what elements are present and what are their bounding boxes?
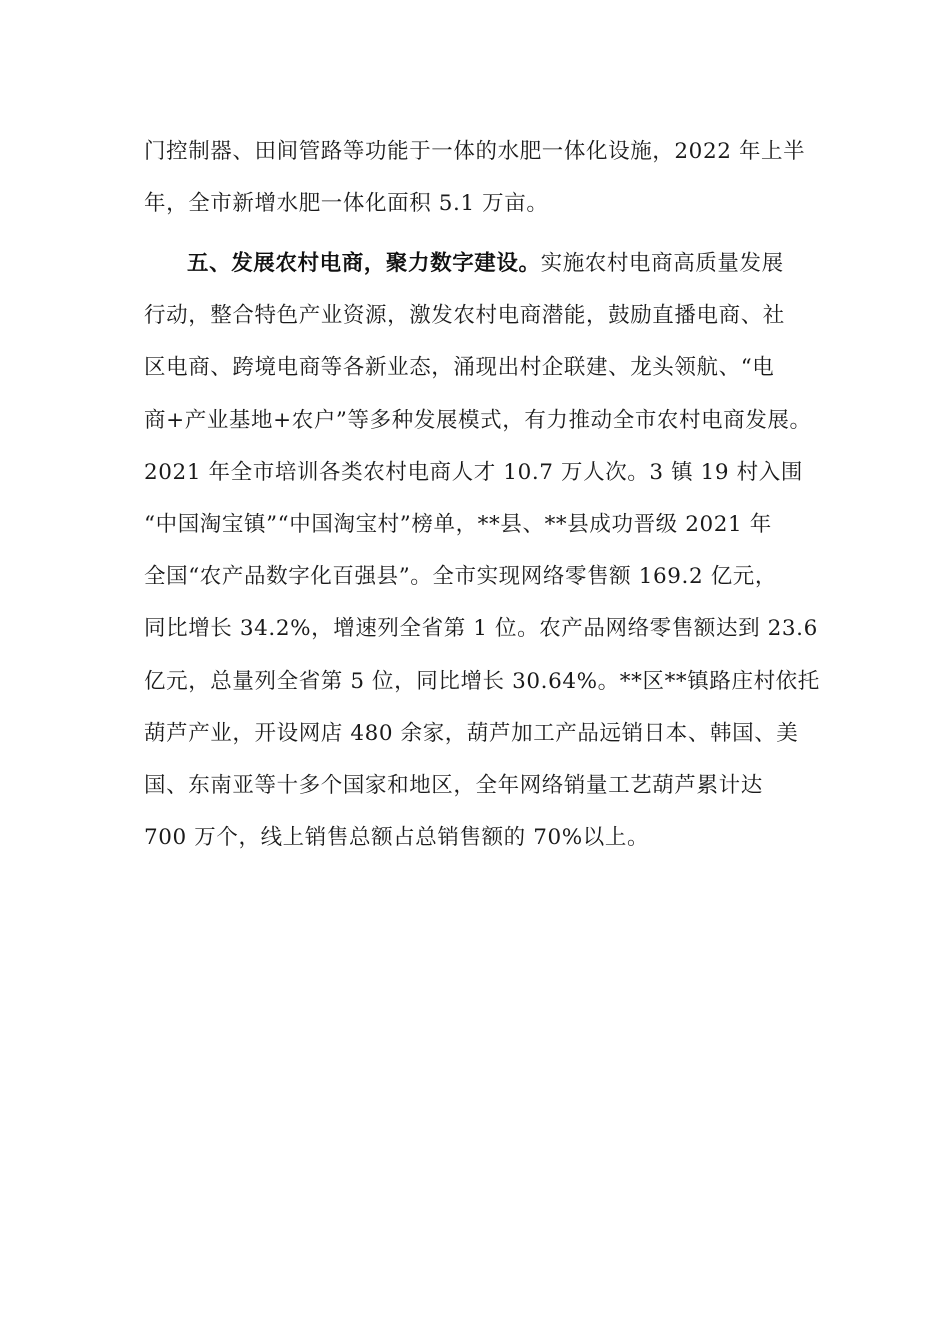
- paragraph-irrigation: [144, 126, 814, 230]
- paragraph-line: 行动，整合特色产业资源，激发农村电商潜能，鼓励直播电商、社: [144, 303, 785, 329]
- paragraph-line: 国、东南亚等十多个国家和地区，全年网络销量工艺葫芦累计达: [144, 772, 763, 798]
- paragraph-ecommerce: [144, 238, 820, 864]
- paragraph-line: 亿元，总量列全省第 5 位，同比增长 30.64%。**区**镇路庄村依托: [144, 668, 820, 694]
- paragraph-line: 门控制器、田间管路等功能于一体的水肥一体化设施，2022 年上半: [144, 139, 806, 164]
- paragraph-line: “中国淘宝镇”“中国淘宝村”榜单，**县、**县成功晋级 2021 年: [144, 511, 772, 537]
- paragraph-line: 商+产业基地+农户”等多种发展模式，有力推动全市农村电商发展。: [144, 407, 812, 433]
- paragraph-line: 全国“农产品数字化百强县”。全市实现网络零售额 169.2 亿元，: [144, 564, 778, 590]
- paragraph-line: 年，全市新增水肥一体化面积 5.1 万亩。: [144, 191, 549, 217]
- paragraph-line: 同比增长 34.2%，增速列全省第 1 位。农产品网络零售额达到 23.6: [144, 616, 818, 642]
- heading-line-rest: 实施农村电商高质量发展: [540, 251, 784, 276]
- paragraph-line: 700 万个，线上销售总额占总销售额的 70%以上。: [144, 825, 650, 851]
- section-heading: 五、发展农村电商，聚力数字建设。: [187, 251, 541, 276]
- paragraph-line: 葫芦产业，开设网店 480 余家，葫芦加工产品远销日本、韩国、美: [144, 720, 799, 746]
- paragraph-line: 2021 年全市培训各类农村电商人才 10.7 万人次。3 镇 19 村入围: [144, 459, 803, 485]
- paragraph-line: 区电商、跨境电商等各新业态，涌现出村企联建、龙头领航、“电: [144, 355, 775, 381]
- paragraph-first-line: [144, 238, 814, 290]
